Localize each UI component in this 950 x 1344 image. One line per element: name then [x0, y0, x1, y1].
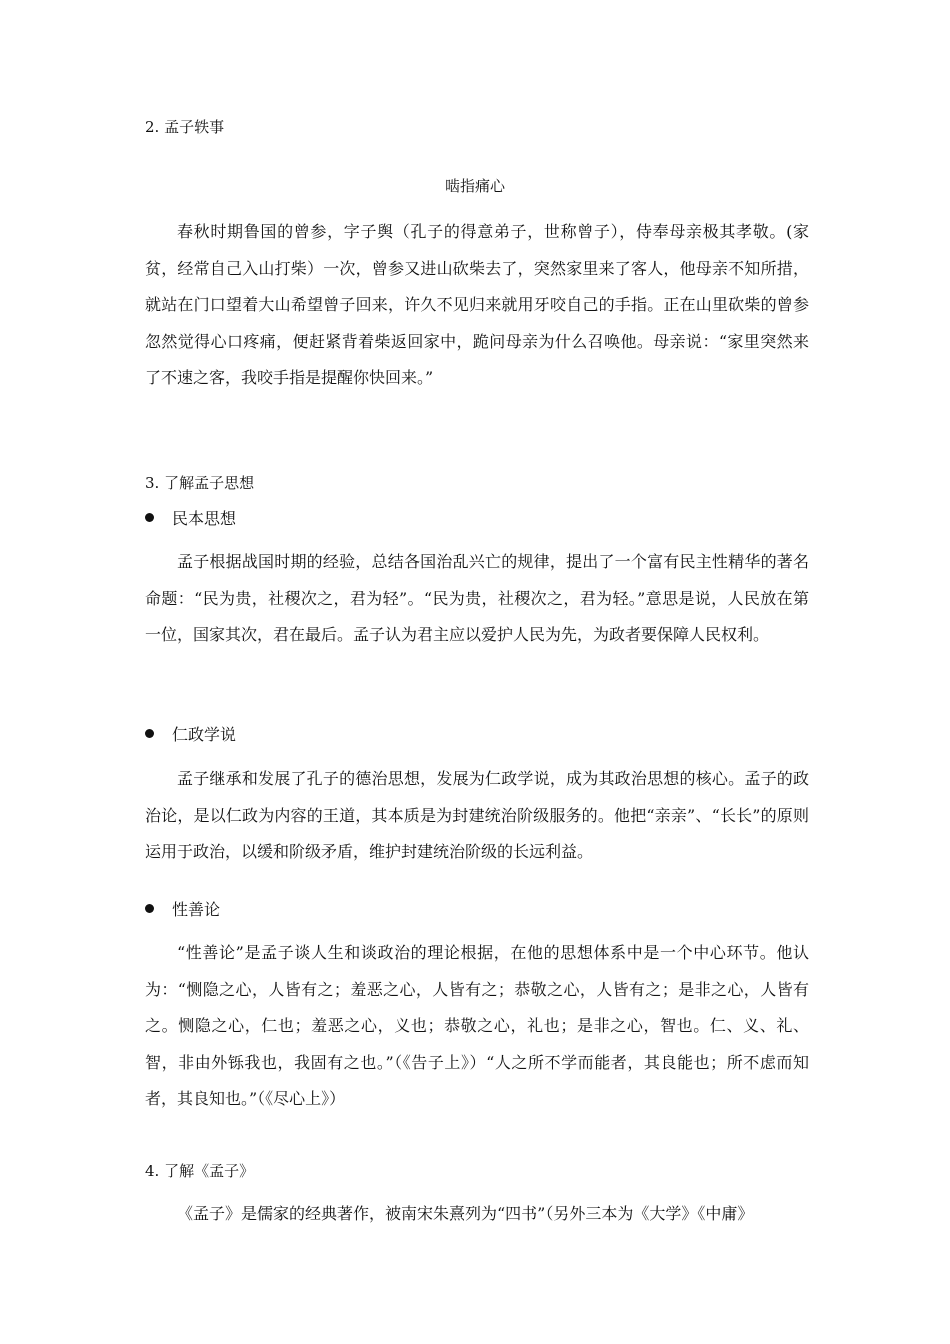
bullet-xingshan — [145, 900, 220, 920]
bullet-dot-icon — [145, 904, 154, 913]
bullet-dot-icon — [145, 513, 154, 522]
section-2-heading: 2. 孟子轶事 — [145, 118, 225, 136]
bullet-label: 民本思想 — [172, 509, 237, 528]
xingshan-paragraph: “性善论”是孟子谈人生和谈政治的理论根据，在他的思想体系中是一个中心环节。他认为：“恻隐之心，人皆有之；羞恶之心，人皆有之；恭敬之心，人皆有之；是非之心，人皆有之。恻隐之心，仁也；羞恶之心，义也；恭敬之心，礼也；是非之心，智也。仁、义、礼、智，非由外铄我也，我固有之也。”（《告子上》）“人之所不学而能者，其良能也；所不虑而知者，其良知也。”（《尽心上》） — [145, 943, 809, 1109]
bullet-minben — [145, 509, 236, 529]
bullet-renzheng — [145, 725, 236, 745]
story-paragraph: 春秋时期鲁国的曾参，字子舆（孔子的得意弟子，世称曾子），侍奉母亲极其孝敬。(家贫，经常自己入山打柴）一次，曾参又进山砍柴去了，突然家里来了客人，他母亲不知所措，就站在门口望着大山希望曾子回来，许久不见归来就用牙咬自己的手指。正在山里砍柴的曾参忽然觉得心口疼痛，便赶紧背着柴返回家中，跪问母亲为什么召唤他。母亲说：“家里突然来了不速之客，我咬手指是提醒你快回来。” — [145, 222, 809, 388]
bullet-label: 性善论 — [172, 900, 221, 919]
renzheng-paragraph: 孟子继承和发展了孔子的德治思想，发展为仁政学说，成为其政治思想的核心。孟子的政治论，是以仁政为内容的王道，其本质是为封建统治阶级服务的。他把“亲亲”、“长长”的原则运用于政治，以缓和阶级矛盾，维护封建统治阶级的长远利益。 — [145, 769, 809, 862]
section-4-heading: 4. 了解《孟子》 — [145, 1162, 255, 1180]
bullet-dot-icon — [145, 729, 154, 738]
section-3-heading: 3. 了解孟子思想 — [145, 474, 255, 492]
story-title: 啮指痛心 — [444, 177, 505, 195]
bullet-label: 仁政学说 — [172, 725, 237, 744]
minben-paragraph: 孟子根据战国时期的经验，总结各国治乱兴亡的规律，提出了一个富有民主性精华的著名命题：“民为贵，社稷次之，君为轻”。“民为贵，社稷次之，君为轻。”意思是说，人民放在第一位，国家其次，君在最后。孟子认为君主应以爱护人民为先，为政者要保障人民权利。 — [145, 552, 809, 645]
mengzi-book-paragraph: 《孟子》是儒家的经典著作，被南宋朱熹列为“四书”（另外三本为《大学》《中庸》 — [177, 1204, 754, 1223]
